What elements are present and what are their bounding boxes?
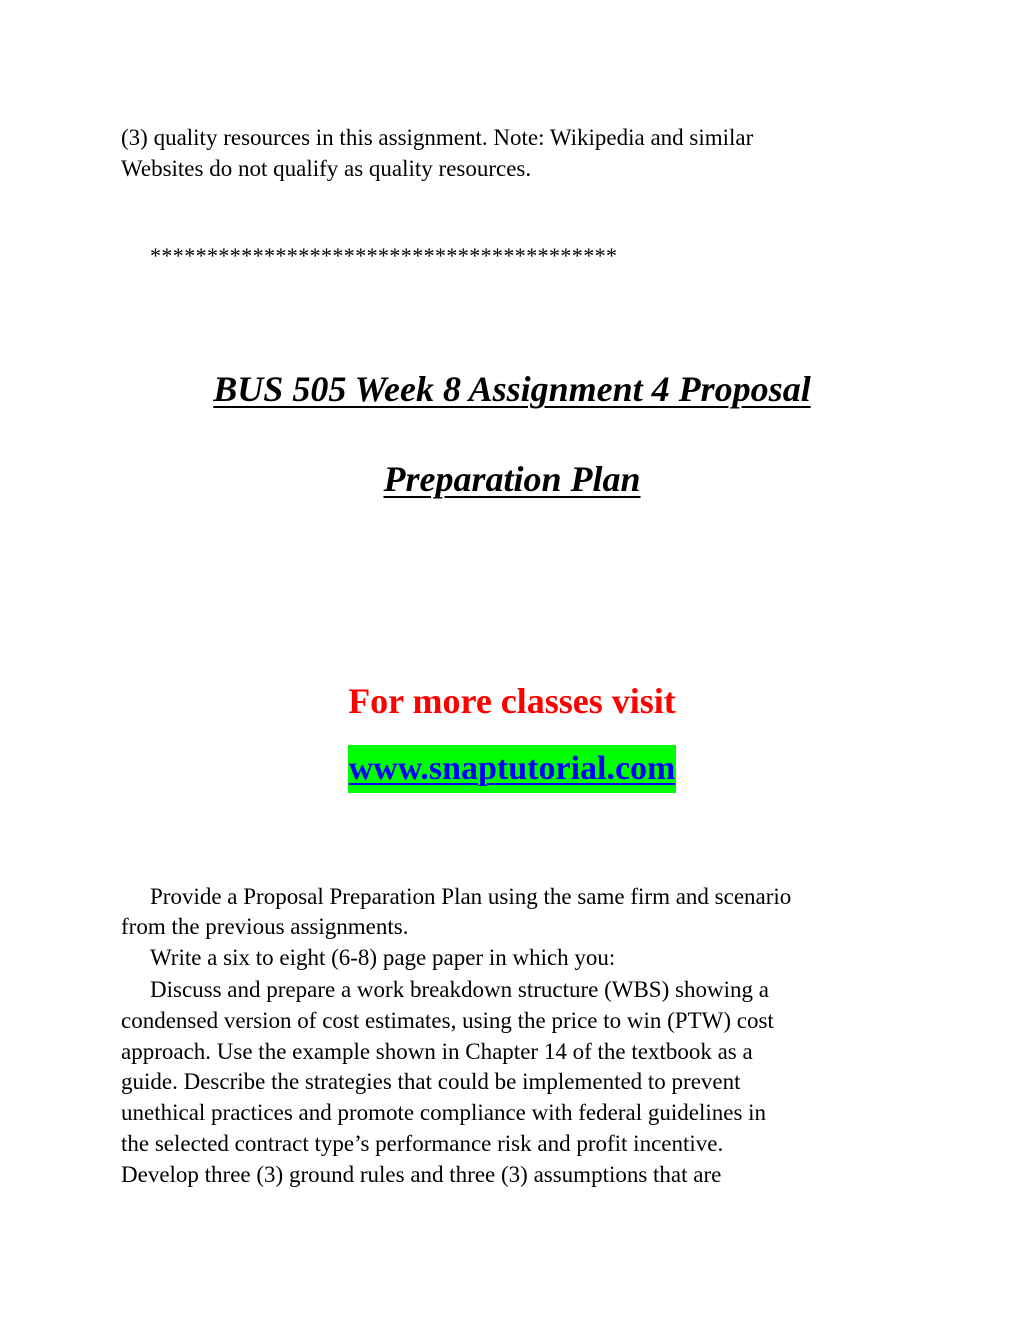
body-line: Develop three (3) ground rules and three (3) assumptions that are <box>121 1162 722 1187</box>
intro-line: Websites do not qualify as quality resources. <box>121 156 532 181</box>
assignment-title: BUS 505 Week 8 Assignment 4 Proposal <box>213 369 811 409</box>
separator-asterisks: ***************************************** <box>150 243 618 268</box>
body-line: Provide a Proposal Preparation Plan using the same firm and scenario <box>150 884 792 909</box>
body-line: approach. Use the example shown in Chapter 14 of the textbook as a <box>121 1039 753 1064</box>
body-line: unethical practices and promote compliance with federal guidelines in <box>121 1100 767 1125</box>
snaptutorial-link[interactable]: www.snaptutorial.com <box>348 745 677 793</box>
body-line: the selected contract type’s performance risk and profit incentive. <box>121 1131 724 1156</box>
body-line: Discuss and prepare a work breakdown structure (WBS) showing a <box>150 977 769 1002</box>
intro-line: (3) quality resources in this assignment. Note: Wikipedia and similar <box>121 125 754 150</box>
assignment-title-continued: Preparation Plan <box>383 459 641 499</box>
body-line: guide. Describe the strategies that could be implemented to prevent <box>121 1069 741 1094</box>
body-line: condensed version of cost estimates, using the price to win (PTW) cost <box>121 1008 774 1033</box>
promo-link-container <box>0 745 1024 793</box>
body-line: from the previous assignments. <box>121 914 409 939</box>
body-line: Write a six to eight (6-8) page paper in which you: <box>150 945 616 970</box>
promo-text: For more classes visit <box>348 681 676 721</box>
